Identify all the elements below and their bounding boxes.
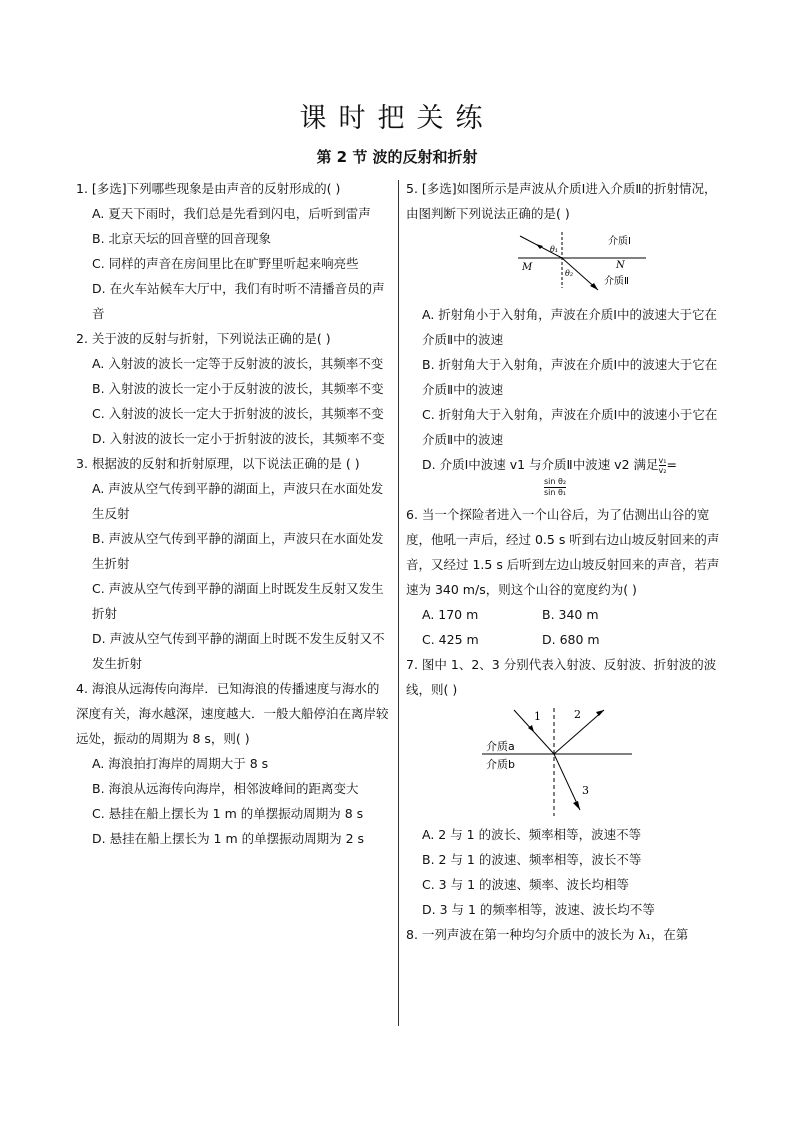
question-7	[406, 652, 720, 922]
option-d: D. 3 与 1 的频率相等，波速、波长均不等	[422, 902, 655, 917]
point-n-label: N	[616, 260, 625, 271]
option-a: A. 入射波的波长一定等于反射波的波长，其频率不变	[92, 356, 384, 371]
option-c: C. 同样的声音在房间里比在旷野里听起来响亮些	[92, 256, 359, 271]
question-5	[406, 176, 720, 498]
fraction-denominator: v₂	[658, 466, 667, 475]
option-b: B. 2 与 1 的波速、频率相等，波长不等	[422, 852, 642, 867]
wave-diagram	[482, 706, 632, 818]
option-a: A. 海浪拍打海岸的周期大于 8 s	[92, 756, 269, 771]
wave-2-label: 2	[574, 708, 581, 721]
option-b: B. 340 m	[542, 607, 599, 622]
option-b: B. 海浪从远海传向海岸，相邻波峰间的距离变大	[92, 781, 359, 796]
question-stem: 3. 根据波的反射和折射原理，以下说法正确的是 ( )	[76, 456, 360, 471]
fraction-numerator: sin θ₂	[544, 477, 567, 486]
left-column	[76, 176, 390, 851]
question-8	[406, 922, 720, 947]
question-stem: 5. [多选]如图所示是声波从介质Ⅰ进入介质Ⅱ的折射情况，由图判断下列说法正确的是( )	[406, 181, 717, 221]
options-row	[406, 627, 720, 652]
question-stem: 2. 关于波的反射与折射，下列说法正确的是( )	[76, 331, 331, 346]
option-b: B. 入射波的波长一定小于反射波的波长，其频率不变	[92, 381, 384, 396]
option-c: C. 3 与 1 的波速、频率、波长均相等	[422, 877, 630, 892]
option-d: D. 声波从空气传到平静的湖面上时既不发生反射又不发生折射	[92, 631, 385, 671]
option-c: C. 425 m	[422, 632, 479, 647]
option-a: A. 夏天下雨时，我们总是先看到闪电，后听到雷声	[92, 206, 371, 221]
refraction-diagram	[516, 230, 666, 296]
fraction-denominator: sin θ₁	[544, 488, 567, 497]
right-column	[406, 176, 720, 947]
question-4	[76, 676, 390, 851]
section-subtitle: 第 2 节 波的反射和折射	[316, 148, 478, 166]
options-row	[406, 602, 720, 627]
option-d	[406, 452, 720, 477]
question-stem: 6. 当一个探险者进入一个山谷后，为了估测出山谷的宽度，他吼一声后，经过 0.5 s 听到右边山坡反射回来的声音，又经过 1.5 s 后听到左边山坡反射回来的声音，若声速为 340 m/s，则这个山谷的宽度约为( )	[406, 507, 720, 597]
option-b: B. 折射角大于入射角，声波在介质Ⅰ中的波速大于它在介质Ⅱ中的波速	[422, 357, 718, 397]
medium-b-label: 介质b	[486, 758, 515, 771]
option-d: D. 在火车站候车大厅中，我们有时听不清播音员的声音	[92, 281, 385, 321]
option-b: B. 北京天坛的回音壁的回音现象	[92, 231, 272, 246]
question-1	[76, 176, 390, 326]
theta-1-label: θ₁	[550, 245, 559, 254]
fraction-numerator: v₁	[658, 456, 667, 465]
option-d: D. 入射波的波长一定小于折射波的波长，其频率不变	[92, 431, 385, 446]
page-title: 课时把关练	[299, 103, 495, 134]
option-c: C. 声波从空气传到平静的湖面上时既发生反射又发生折射	[92, 581, 384, 621]
question-stem: 7. 图中 1、2、3 分别代表入射波、反射波、折射波的波线，则( )	[406, 657, 717, 697]
point-m-label: M	[522, 262, 533, 273]
column-divider	[398, 180, 399, 1026]
option-a: A. 声波从空气传到平静的湖面上，声波只在水面处发生反射	[92, 481, 384, 521]
medium-2-label: 介质Ⅱ	[604, 276, 629, 287]
equals-sign: =	[666, 457, 677, 472]
question-stem: 8. 一列声波在第一种均匀介质中的波长为 λ₁，在第	[406, 927, 689, 942]
option-c: C. 入射波的波长一定大于折射波的波长，其频率不变	[92, 406, 384, 421]
option-b: B. 声波从空气传到平静的湖面上，声波只在水面处发生折射	[92, 531, 384, 571]
option-c: C. 悬挂在船上摆长为 1 m 的单摆振动周期为 8 s	[92, 806, 364, 821]
wave-3-label: 3	[582, 784, 589, 797]
option-c: C. 折射角大于入射角，声波在介质Ⅰ中的波速小于它在介质Ⅱ中的波速	[422, 407, 718, 447]
question-stem: 4. 海浪从远海传向海岸．已知海浪的传播速度与海水的深度有关，海水越深，速度越大．一般大船停泊在离岸较远处，振动的周期为 8 s，则( )	[76, 681, 389, 746]
option-a: A. 2 与 1 的波长、频率相等，波速不等	[422, 827, 642, 842]
option-d: D. 680 m	[542, 632, 600, 647]
question-6	[406, 502, 720, 652]
option-a: A. 折射角小于入射角，声波在介质Ⅰ中的波速大于它在介质Ⅱ中的波速	[422, 307, 717, 347]
medium-1-label: 介质Ⅰ	[608, 236, 631, 247]
theta-2-label: θ₂	[565, 269, 574, 278]
question-stem: 1. [多选]下列哪些现象是由声音的反射形成的( )	[76, 181, 341, 196]
option-a: A. 170 m	[422, 607, 479, 622]
option-d-text: D. 介质Ⅰ中波速 v1 与介质Ⅱ中波速 v2 满足	[422, 457, 659, 472]
option-d: D. 悬挂在船上摆长为 1 m 的单摆振动周期为 2 s	[92, 831, 365, 846]
sine-ratio	[406, 477, 720, 498]
wave-1-label: 1	[534, 710, 541, 723]
question-2	[76, 326, 390, 451]
question-3	[76, 451, 390, 676]
medium-a-label: 介质a	[486, 740, 515, 753]
